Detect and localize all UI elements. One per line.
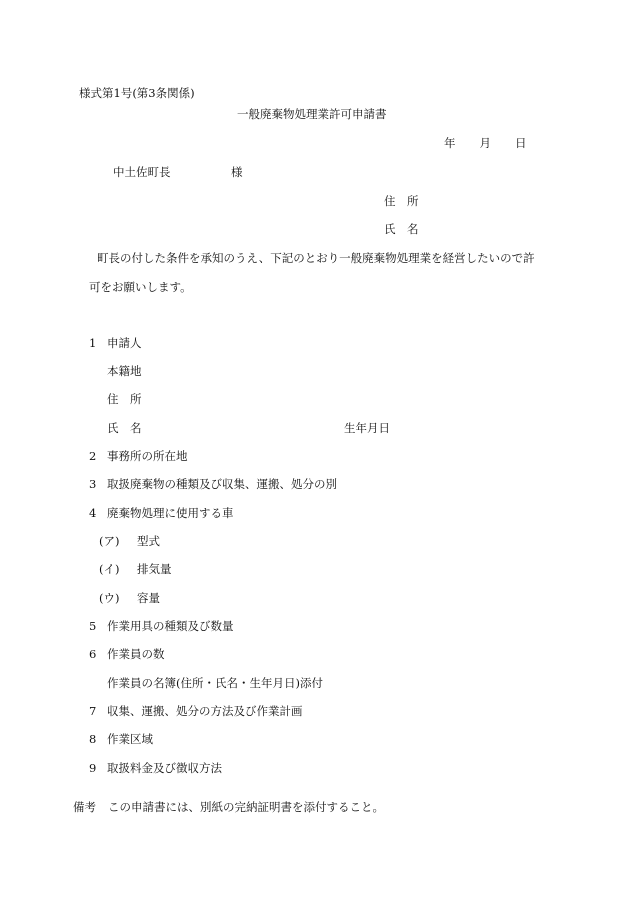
addressee-honorific: 様 bbox=[231, 165, 243, 179]
item-text: 事務所の所在地 bbox=[107, 449, 188, 463]
form-number: 様式第1号(第3条関係) bbox=[79, 86, 195, 100]
item-number: (イ) bbox=[99, 562, 120, 576]
item-text: 作業員の数 bbox=[107, 647, 165, 661]
item-number: 1 bbox=[89, 336, 97, 350]
item-text: 作業用具の種類及び数量 bbox=[107, 619, 234, 633]
item-text: 作業区域 bbox=[107, 732, 153, 746]
date-line bbox=[444, 136, 527, 150]
item-number: 3 bbox=[89, 477, 97, 491]
item-text: 取扱廃棄物の種類及び収集、運搬、処分の別 bbox=[107, 477, 337, 491]
item-number: 6 bbox=[89, 647, 97, 661]
item-text: 型式 bbox=[137, 534, 160, 548]
intro-line-2: 可をお願いします。 bbox=[89, 280, 192, 294]
intro-line-1: 町長の付した条件を承知のうえ、下記のとおり一般廃棄物処理業を経営したいので許 bbox=[97, 251, 535, 265]
item-text: 住 所 bbox=[107, 392, 142, 406]
item-text: 排気量 bbox=[137, 562, 172, 576]
item-number: 7 bbox=[89, 704, 97, 718]
item-number: 4 bbox=[89, 506, 97, 520]
item-text: 廃棄物処理に使用する車 bbox=[107, 506, 234, 520]
item-number: (ウ) bbox=[99, 591, 120, 605]
item-text: 作業員の名簿(住所・氏名・生年月日)添付 bbox=[107, 676, 323, 690]
item-number: (ア) bbox=[99, 534, 120, 548]
applicant-address-label: 住 所 bbox=[384, 194, 419, 208]
item-text: 収集、運搬、処分の方法及び作業計画 bbox=[107, 704, 303, 718]
item-number: 2 bbox=[89, 449, 97, 463]
item-text: 氏 名 bbox=[107, 421, 142, 435]
date-day: 日 bbox=[515, 136, 527, 150]
remarks-label: 備考 bbox=[73, 800, 96, 814]
date-year: 年 bbox=[444, 136, 456, 150]
item-extra: 生年月日 bbox=[344, 421, 390, 435]
item-number: 9 bbox=[89, 761, 97, 775]
item-number: 8 bbox=[89, 732, 97, 746]
remarks bbox=[73, 800, 384, 814]
applicant-name-label: 氏 名 bbox=[384, 222, 419, 236]
item-number: 5 bbox=[89, 619, 97, 633]
addressee-name: 中土佐町長 bbox=[113, 165, 171, 179]
item-text: 容量 bbox=[137, 591, 160, 605]
document-title: 一般廃棄物処理業許可申請書 bbox=[237, 107, 387, 121]
item-text: 本籍地 bbox=[107, 364, 142, 378]
date-month: 月 bbox=[479, 136, 491, 150]
item-text: 申請人 bbox=[107, 336, 142, 350]
remarks-text: この申請書には、別紙の完納証明書を添付すること。 bbox=[108, 800, 384, 814]
item-text: 取扱料金及び徴収方法 bbox=[107, 761, 222, 775]
